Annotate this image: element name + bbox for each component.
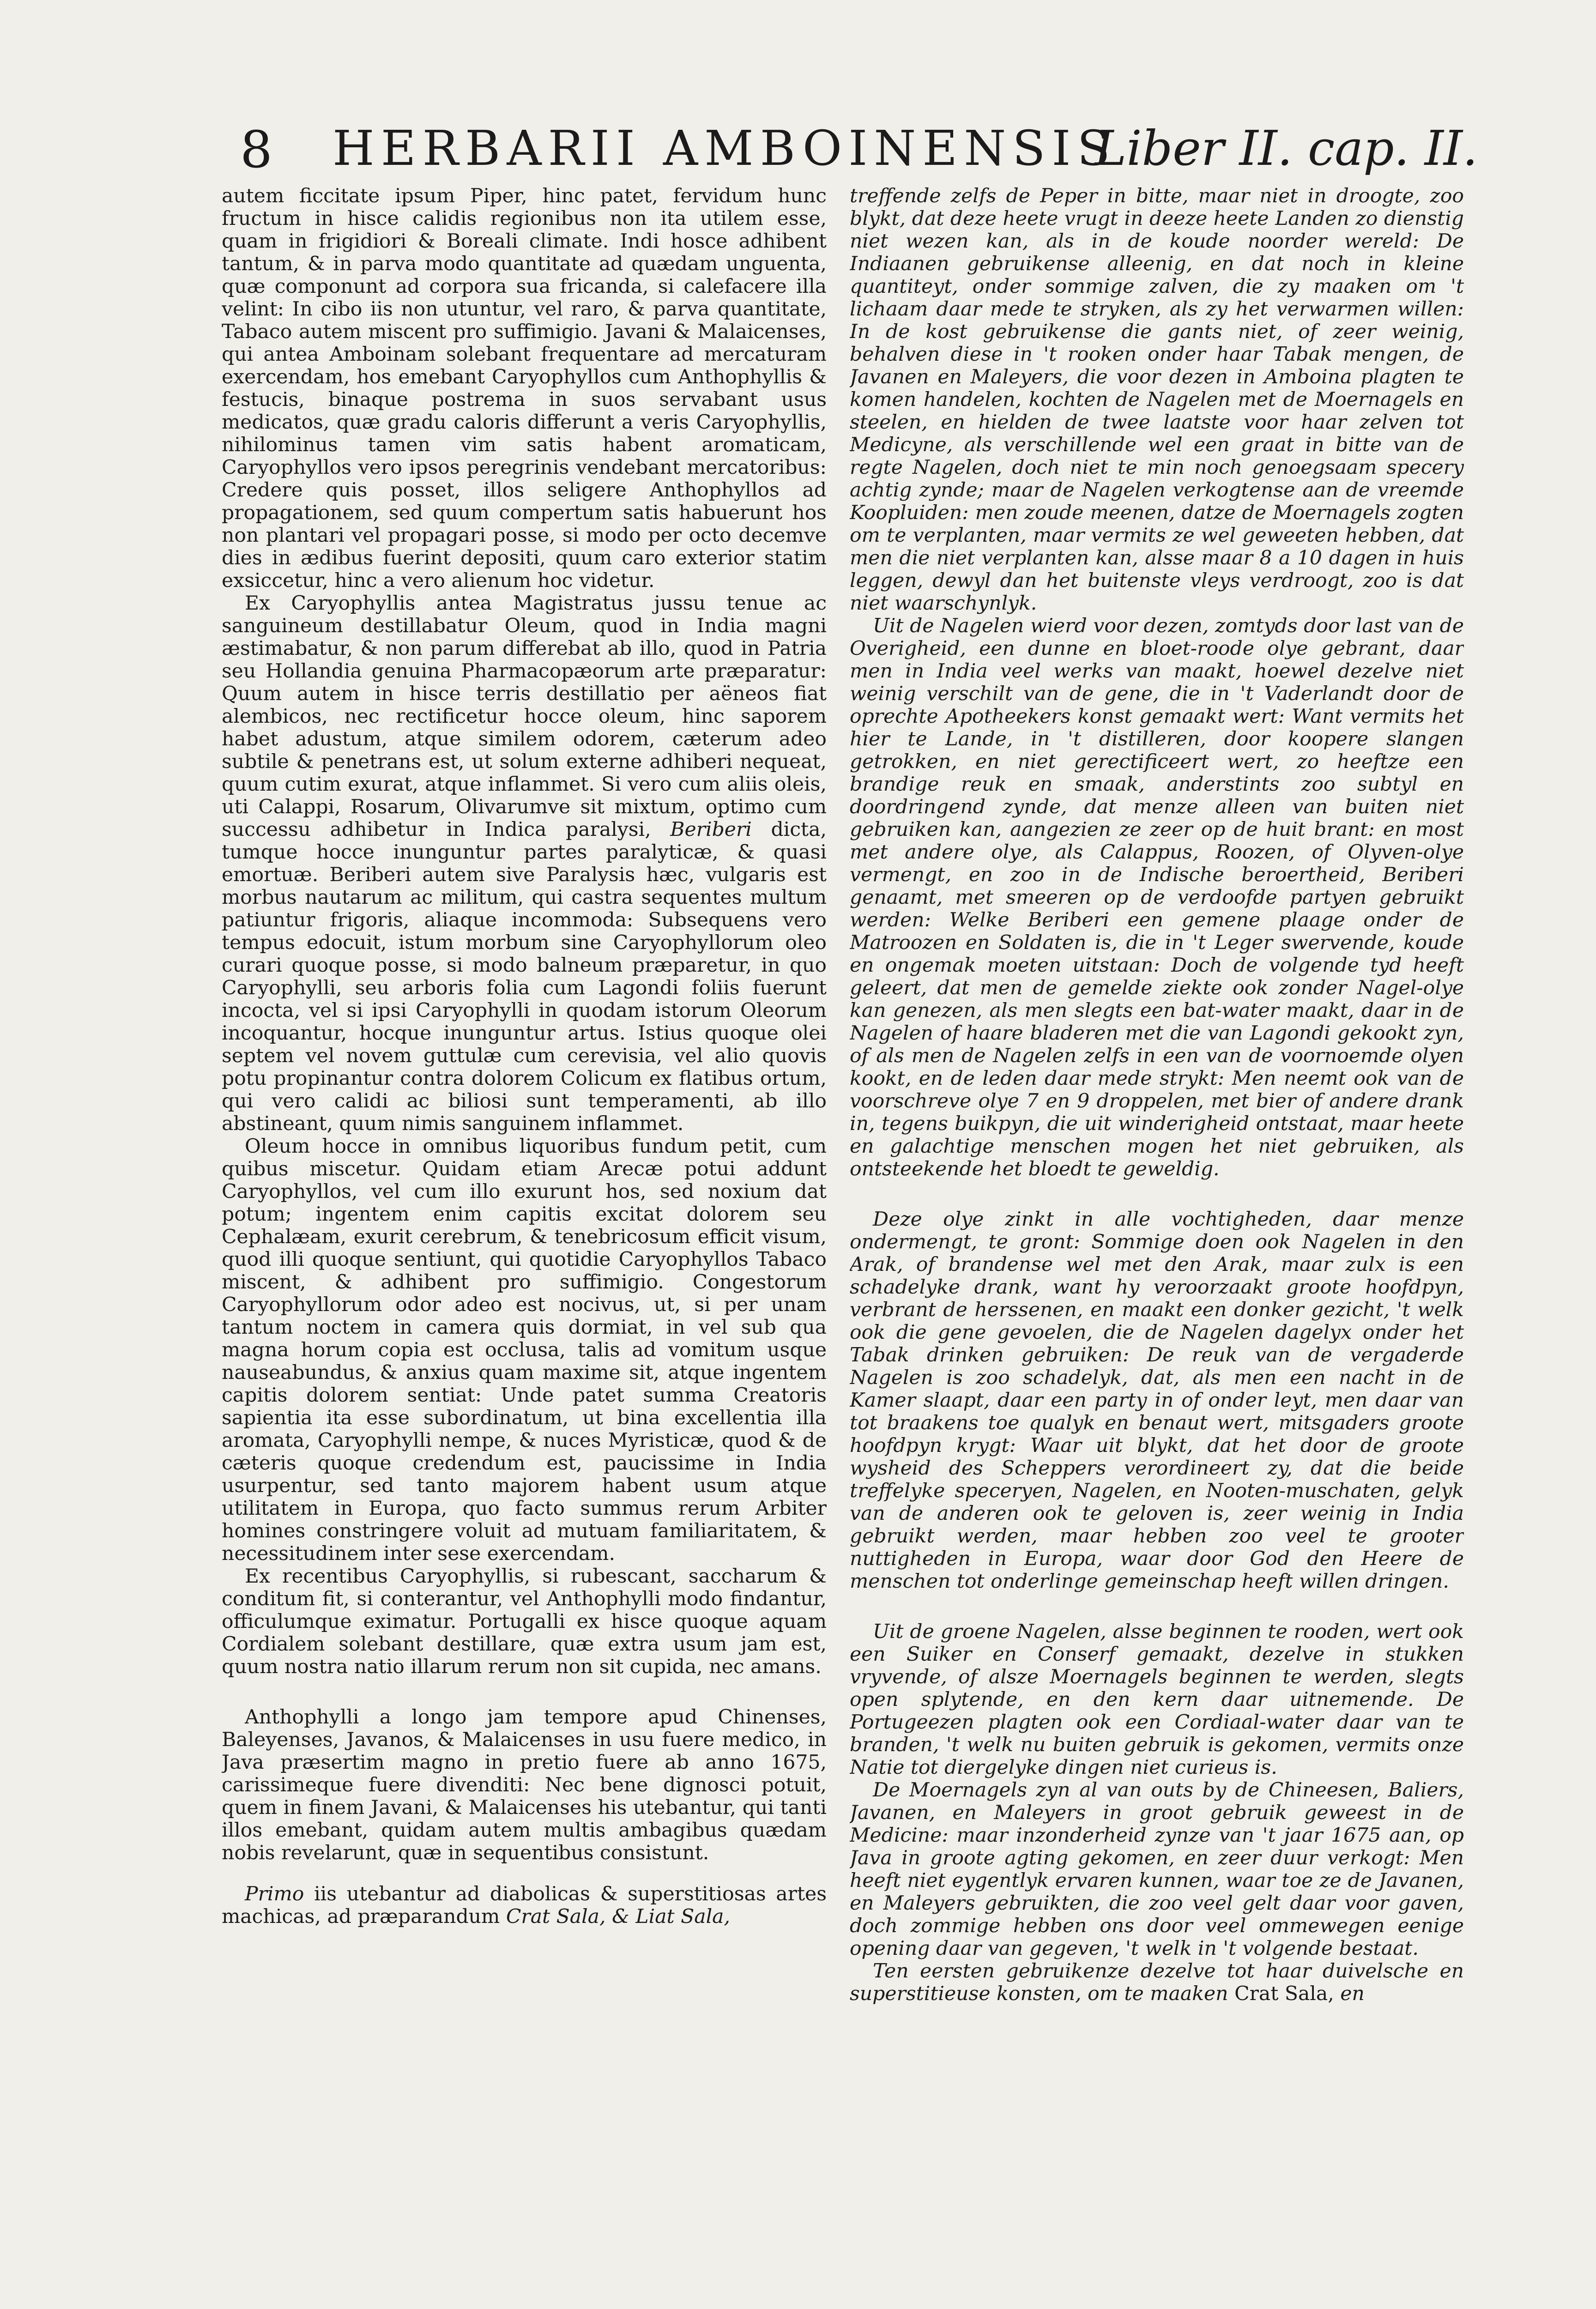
latin-paragraph [222, 592, 827, 1135]
latin-term: Crat Sala, & Liat Sala, [506, 1905, 731, 1928]
latin-paragraph: autem ficcitate ipsum Piper, hinc patet, fervidum hunc fructum in hisce calidis regionibus non ita utilem esse, quam in frigidiori & Boreali climate. Indi hosce adhibent tantum, & in parva modo quantitate ad quædam unguenta, quæ componunt ad corpora sua fricanda, si calefacere illa velint: In cibo iis non utuntur, vel raro, & parva quantitate, Tabaco autem miscent pro suffimigio. Javani & Malaicenses, qui antea Amboinam solebant frequentare ad mercaturam exercendam, hos emebant Caryophyllos cum Anthophyllis & festucis, binaque postrema in suos servabant usus medicatos, quæ gradu caloris differunt a veris Caryophyllis, nihilominus tamen vim satis habent aromaticam, Caryophyllos vero ipsos peregrinis vendebant mercatoribus: Credere quis posset, illos seligere Anthophyllos ad propagationem, sed quum compertum satis habuerunt hos non plantari vel propagari posse, si modo per octo decemve dies in ædibus fuerint depositi, quum caro exterior statim exsiccetur, hinc a vero alienum hoc videtur. [222, 185, 827, 592]
dutch-paragraph: treffende zelfs de Peper in bitte, maar niet in droogte, zoo blykt, dat deze heete vrugt in deeze heete Landen zo dienstig niet wezen kan, als in de koude noorder wereld: De Indiaanen gebruikense alleenig, en dat noch in kleine quantiteyt, onder sommige zalven, die zy maaken om 't lichaam daar mede te stryken, als zy het verwarmen willen: In de kost gebruikense die gants niet, of zeer weinig, behalven diese in 't rooken onder haar Tabak mengen, de Javanen en Maleyers, die voor dezen in Amboina plagten te komen handelen, kochten de Nagelen met de Moernagels en steelen, en hielden de twee laatste voor haar zelven tot Medicyne, als verschillende wel een graat in bitte van de regte Nagelen, doch niet te min noch genoegsaam specery achtig zynde; maar de Nagelen verkogtense aan de vreemde Koopluiden: men zoude meenen, datze de Moernagels zogten om te verplanten, maar vermits ze wel geweeten hebben, dat men die niet verplanten kan, alsse maar 8 a 10 dagen in huis leggen, dewyl dan het buitenste vleys verdroogt, zoo is dat niet waarschynlyk. [850, 185, 1464, 615]
dutch-text: Ten eersten gebruikenze dezelve tot haar duivelsche en superstitieuse konsten, om te maaken [850, 1960, 1464, 2005]
dutch-text: en [1340, 1983, 1365, 2005]
latin-paragraph: Oleum hocce in omnibus liquoribus fundum petit, cum quibus miscetur. Quidam etiam Arecæ potui addunt Caryophyllos, vel cum illo exurunt hos, sed noxium dat potum; ingentem enim capitis excitat dolorem seu Cephalæam, exurit cerebrum, & tenebricosum efficit visum, quod illi quoque sentiunt, qui quotidie Caryophyllos Tabaco miscent, & adhibent pro suffimigio. Congestorum Caryophyllorum odor adeo est nocivus, ut, si per unam tantum noctem in camera quis dormiat, in vel sub qua magna horum copia est occlusa, talis ad vomitum usque nauseabundus, & anxius quam maxime sit, atque ingentem capitis dolorem sentiat: Unde patet summa Creatoris sapientia ita esse subordinatum, ut bina excellentia illa aromata, Caryophylli nempe, & nuces Myristicæ, quod & de cæteris quoque credendum est, paucissime in India usurpentur, sed tanto majorem habent usum atque utilitatem in Europa, quo facto summus rerum Arbiter homines constringere voluit ad mutuam familiaritatem, & necessitudinem inter sese exercendam. [222, 1135, 827, 1565]
running-head: Liber II. cap. II. [1094, 120, 1478, 176]
latin-text: dicta, tumque hocce inunguntur partes paralyticæ, & quasi emortuæ. Beriberi autem sive Paralysis hæc, vulgaris est morbus nautarum ac militum, qui castra sequentes multum patiuntur frigoris, aliaque incommoda: Subsequens vero tempus edocuit, istum morbum sine Caryophyllorum oleo curari quoque posse, si modo balneum præparetur, in quo Caryophylli, seu arboris folia cum Lagondi foliis fuerunt incocta, vel si ipsi Caryophylli in quodam istorum Oleorum incoquantur, hocque inunguntur artus. Istius quoque olei septem vel novem guttulæ cum cerevisia, vel alio quovis potu propinantur contra dolorem Colicum ex flatibus ortum, qui vero calidi ac biliosi sunt temperamenti, ab illo abstineant, quum nimis sanguinem inflammet. [222, 818, 827, 1135]
book-title: HERBARII AMBOINENSIS [332, 120, 1117, 176]
latin-term: Primo [245, 1883, 304, 1905]
dutch-paragraph [850, 1960, 1464, 2005]
page-header [240, 115, 1478, 189]
latin-column [222, 185, 827, 2309]
latin-term: Beriberi [670, 818, 752, 841]
latin-paragraph: Anthophylli a longo jam tempore apud Chinenses, Baleyenses, Javanos, & Malaicenses in usu fuere medico, in Java præsertim magno in pretio fuere ab anno 1675, carissimeque fuere divenditi: Nec bene dignosci potuit, quem in finem Javani, & Malaicenses his utebantur, qui tanti illos emebant, quidam autem multis ambagibus quædam nobis revelarunt, quæ in sequentibus consistunt. [222, 1706, 827, 1864]
dutch-paragraph: Uit de Nagelen wierd voor dezen, zomtyds door last van de Overigheid, een dunne en bloet-roode olye gebrant, daar men in India veel werks van maakt, hoewel dezelve niet weinig verschilt van de gene, die in 't Vaderlandt door de oprechte Apotheekers konst gemaakt wert: Want vermits het hier te Lande, in 't distilleren, door koopere slangen getrokken, en niet gerectificeert wert, zo heeftze een brandige reuk en smaak, anderstints zoo subtyl en doordringend zynde, dat menze alleen van buiten niet gebruiken kan, aangezien ze zeer op de huit brant: en most met andere olye, als Calappus, Roozen, of Olyven-olye vermengt, en zoo in de Indische beroertheid, Beriberi genaamt, met smeeren op de verdoofde partyen gebruikt werden: Welke Beriberi een gemene plaage onder de Matroozen en Soldaten is, die in 't Leger swervende, koude en ongemak moeten uitstaan: Doch de volgende tyd heeft geleert, dat men de gemelde ziekte ook zonder Nagel-olye kan genezen, als men slegts een bat-water maakt, daar in de Nagelen of haare bladeren met die van Lagondi gekookt zyn, of als men de Nagelen zelfs in een van de voornoemde olyen kookt, en de leden daar mede strykt: Men neemt ook van de voorschreve olye 7 en 9 droppelen, met bier of andere drank in, tegens buikpyn, die uit winderigheid ontstaat, maar heete en galachtige menschen mogen het niet gebruiken, als ontsteekende het bloedt te geweldig. [850, 615, 1464, 1180]
dutch-paragraph: De Moernagels zyn al van outs by de Chineesen, Baliers, Javanen, en Maleyers in groot gebruik geweest in de Medicine: maar inzonderheid zynze van 't jaar 1675 aan, op Java in groote agting gekomen, en zeer duur verkogt: Men heeft niet eygentlyk ervaren kunnen, waar toe ze de Javanen, en Maleyers gebruikten, die zoo veel gelt daar voor gaven, doch zommige hebben ons door veel ommewegen eenige opening daar van gegeven, 't welk in 't volgende bestaat. [850, 1779, 1464, 1960]
dutch-paragraph: Deze olye zinkt in alle vochtigheden, daar menze ondermengt, te gront: Sommige doen ook Nagelen in den Arak, of brandense wel met den Arak, maar zulx is een schadelyke drank, want hy veroorzaakt groote hoofdpyn, verbrant de herssenen, en maakt een donker gezicht, 't welk ook die gene gevoelen, die de Nagelen dagelyx onder het Tabak drinken gebruiken: De reuk van de vergaderde Nagelen is zoo schadelyk, dat, als men een nacht in de Kamer slaapt, daar een party in of onder leyt, men daar van tot braakens toe qualyk en benaut wert, mitsgaders groote hoofdpyn krygt: Waar uit blykt, dat het door de groote wysheid des Scheppers verordineert zy, dat die beide treffelyke speceryen, Nagelen, en Nooten-muschaten, gelyk van de anderen ook te geloven is, zeer weinig in India gebruikt werden, maar hebben zoo veel te grooter nuttigheden in Europa, waar door God den Heere de menschen tot onderlinge gemeinschap heeft willen dringen. [850, 1208, 1464, 1593]
dutch-term: Crat Sala, [1234, 1983, 1334, 2005]
page-number: 8 [240, 120, 272, 179]
dutch-paragraph: Uit de groene Nagelen, alsse beginnen te rooden, wert ook een Suiker en Conserf gemaakt, dezelve in stukken vryvende, of alsze Moernagels beginnen te werden, slegts open splytende, en den kern daar uitnemende. De Portugeezen plagten ook een Cordiaal-water daar van te branden, 't welk nu buiten gebruik is gekomen, vermits onze Natie tot diergelyke dingen niet curieus is. [850, 1620, 1464, 1779]
latin-text: iis utebantur ad diabolicas & superstitiosas artes machicas, ad præparandum [222, 1883, 827, 1928]
latin-text: Ex Caryophyllis antea Magistratus jussu tenue ac sanguineum destillabatur Oleum, quod in India magni æstimabatur, & non parum differebat ab illo, quod in Patria seu Hollandia genuina Pharmacopæorum arte præparatur: Quum autem in hisce terris destillatio per aëneos fiat alembicos, nec rectificetur hocce oleum, hinc saporem habet adustum, atque similem odorem, cæterum adeo subtile & penetrans est, ut solum externe adhiberi nequeat, quum cutim exurat, atque inflammet. Si vero cum aliis oleis, uti Calappi, Rosarum, Olivarumve sit mixtum, optimo cum successu adhibetur in Indica paralysi, [222, 592, 827, 841]
dutch-column [850, 185, 1464, 2309]
latin-paragraph: Ex recentibus Caryophyllis, si rubescant, saccharum & conditum fit, si conterantur, vel Anthophylli modo findantur, officulumque eximatur. Portugalli ex hisce quoque aquam Cordialem solebant destillare, quæ extra usum jam est, quum nostra natio illarum rerum non sit cupida, nec amans. [222, 1565, 827, 1678]
latin-paragraph [222, 1883, 827, 1928]
